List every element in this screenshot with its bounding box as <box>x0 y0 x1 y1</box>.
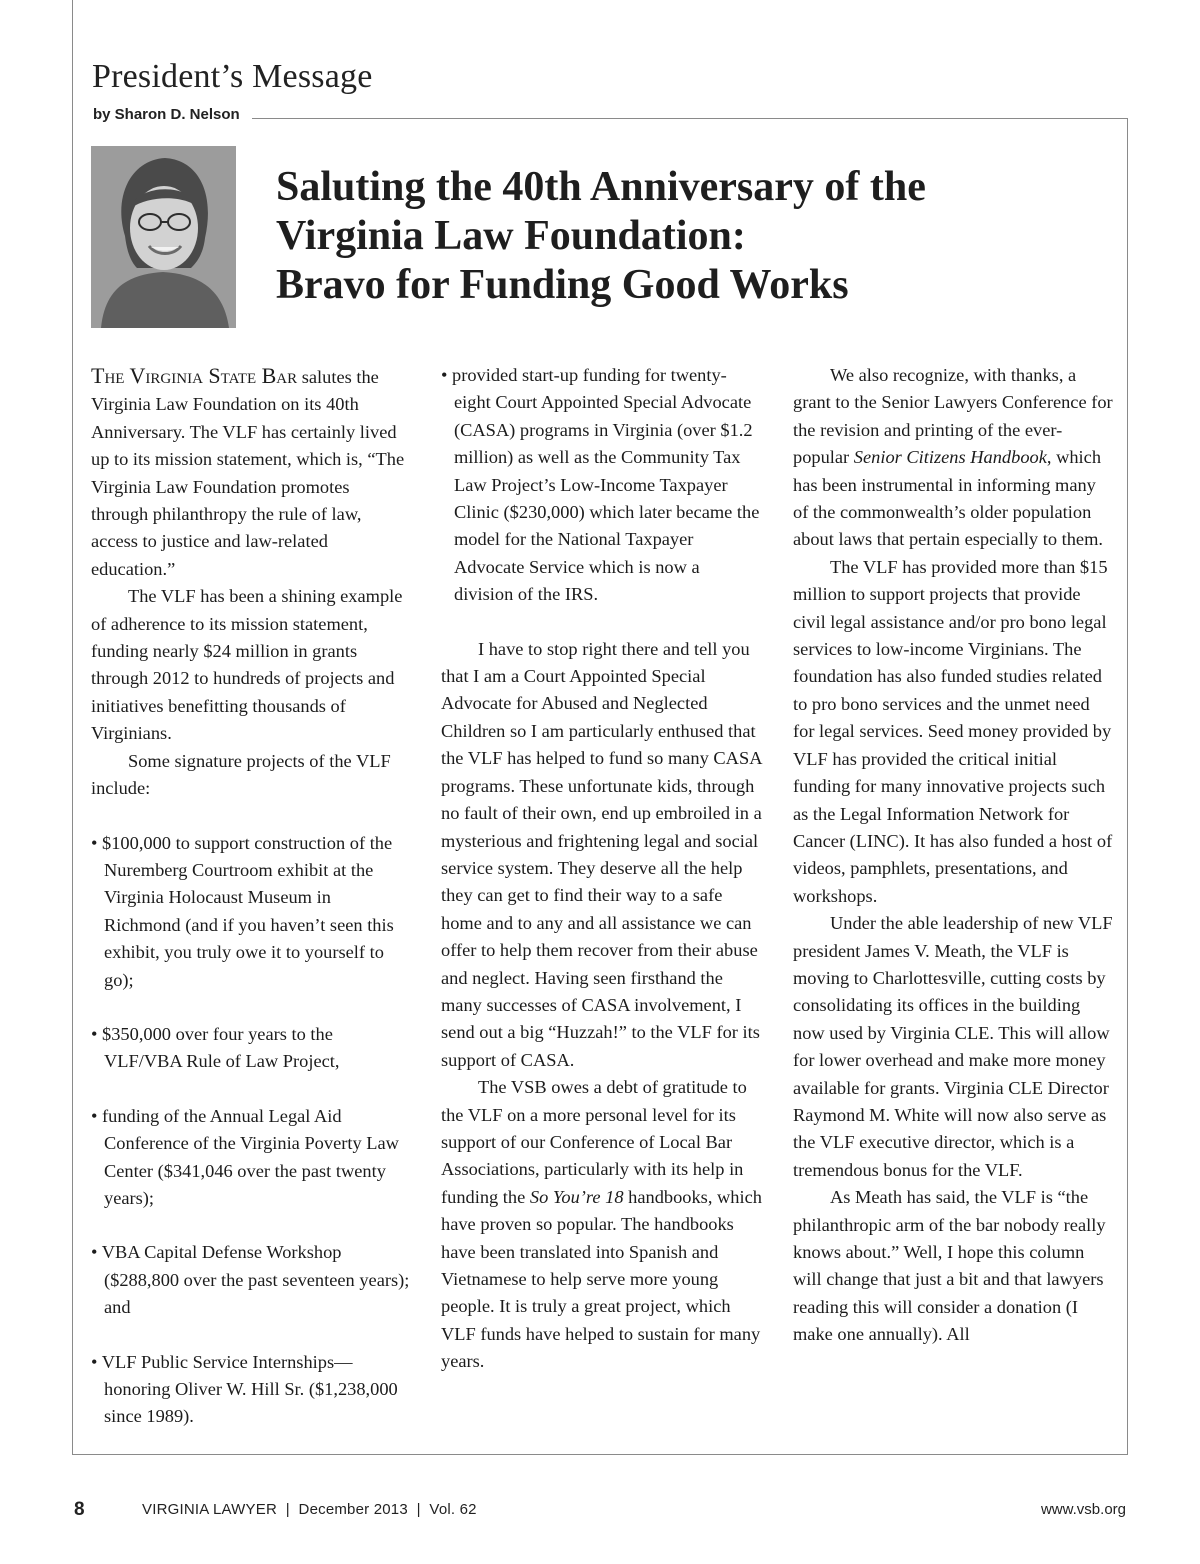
bullet-item: • VLF Public Service Internships— honoring Oliver W. Hill Sr. ($1,238,000 since 1989). <box>91 1351 398 1427</box>
column-1 <box>91 362 411 1431</box>
paragraph-text: , which has been instrumental in informing many of the commonwealth’s older population about laws that pertain especially to them. <box>793 447 1103 550</box>
headline <box>276 163 1096 310</box>
author-photo <box>91 146 236 328</box>
bullet-item: • funding of the Annual Legal Aid Conference of the Virginia Poverty Law Center ($341,046 over the past twenty years); <box>91 1105 399 1208</box>
paragraph <box>441 1074 763 1375</box>
paragraph: I have to stop right there and tell you that I am a Court Appointed Special Advocate for Abused and Neglected Children so I am particularly enthused that the VLF has helped to fund so many CASA programs. These unfortunate kids, through no fault of their own, end up embroiled in a mysterious and frightening legal and social service system. They deserve all the help they can get to find their way to a safe home and to any and all assistance we can offer to help them recover from their abuse and neglect. Having seen firsthand the many successes of CASA involvement, I send out a big “Huzzah!” to the VLF for its support of CASA. <box>441 638 762 1070</box>
paragraph <box>91 362 411 583</box>
frame-bottom-rule <box>72 1454 1128 1455</box>
frame-left-rule <box>72 0 73 1455</box>
headline-line: Bravo for Funding Good Works <box>276 262 849 308</box>
bullet-item: • $100,000 to support construction of the Nuremberg Courtroom exhibit at the Virginia Holocaust Museum in Richmond (and if you haven’t seen this exhibit, you truly owe it to yourself to go); <box>91 832 394 990</box>
paragraph: As Meath has said, the VLF is “the philanthropic arm of the bar nobody really knows about.” Well, I hope this column will change that just a bit and that lawyers reading this will consider a donation (I make one annually). All <box>793 1187 1106 1345</box>
column-2 <box>441 362 763 1376</box>
website-url: www.vsb.org <box>1040 1501 1126 1518</box>
bullet-item: • $350,000 over four years to the VLF/VBA Rule of Law Project, <box>91 1023 340 1072</box>
headline-line: Saluting the 40th Anniversary of the <box>276 164 926 210</box>
paragraph-text: We also recognize, with thanks, a grant to the Senior Lawyers Conference for the revision and printing of the ever-popular <box>793 365 1113 468</box>
paragraph-text: handbooks, which have proven so popular. The handbooks have been translated into Spanish and Vietnamese to help serve more young people. It is truly a great project, which VLF funds have helped to sustain for many years. <box>441 1186 762 1372</box>
headline-line: Virginia Law Foundation: <box>276 213 746 259</box>
frame-right-rule <box>1127 118 1128 1455</box>
section-title: President’s Message <box>92 58 373 95</box>
paragraph <box>793 362 1115 554</box>
byline: by Sharon D. Nelson <box>93 106 240 123</box>
book-title: Senior Citizens Handbook <box>853 447 1047 468</box>
paragraph-text: salutes the Virginia Law Foundation on its 40th Anniversary. The VLF has certainly lived up to its mission statement, which is, “The Virginia Law Foundation promotes through philanthropy the rule of law, access to justice and law-related education.” <box>91 367 405 579</box>
paragraph: The VLF has been a shining example of adherence to its mission statement, funding nearly $24 million in grants through 2012 to hundreds of projects and initiatives benefitting thousands of Virginians. <box>91 586 403 744</box>
bullet-item: • VBA Capital Defense Workshop ($288,800 over the past seventeen years); and <box>91 1242 410 1318</box>
frame-top-rule <box>252 118 1128 119</box>
paragraph: Under the able leadership of new VLF president James V. Meath, the VLF is moving to Charlottesville, cutting costs by consolidating its offices in the building now used by Virginia CLE. This will allow for lower overhead and make more money available for grants. Virginia CLE Director Raymond M. White will now also serve as the VLF executive director, which is a tremendous bonus for the VLF. <box>793 913 1113 1180</box>
paragraph: Some signature projects of the VLF include: <box>91 750 391 799</box>
paragraph: The VLF has provided more than $15 million to support projects that provide civil legal assistance and/or pro bono legal services to low-income Virginians. The foundation has also funded studies related to pro bono services and the unmet need for legal services. Seed money provided by VLF has provided the critical initial funding for many innovative projects such as the Legal Information Network for Cancer (LINC). It has also funded a host of videos, pamphlets, presentations, and workshops. <box>793 556 1113 906</box>
bullet-item: • provided start-up funding for twenty-eight Court Appointed Special Advocate (CASA) programs in Virginia (over $1.2 million) as well as the Community Tax Law Project’s Low-Income Taxpayer Clinic ($230,000) which later became the model for the National Taxpayer Advocate Service which is now a division of the IRS. <box>441 365 760 605</box>
book-title: So You’re 18 <box>529 1186 624 1207</box>
page-number: 8 <box>74 1499 85 1520</box>
paragraph-text: The VSB owes a debt of gratitude to the VLF on a more personal level for its support of our Conference of Local Bar Associations, particularly with its help in funding the <box>441 1077 747 1207</box>
column-3 <box>793 362 1115 1349</box>
lead-in-caps: The Virginia State Bar <box>91 363 298 388</box>
magazine-info: VIRGINIA LAWYER | December 2013 | Vol. 62 <box>142 1501 477 1518</box>
